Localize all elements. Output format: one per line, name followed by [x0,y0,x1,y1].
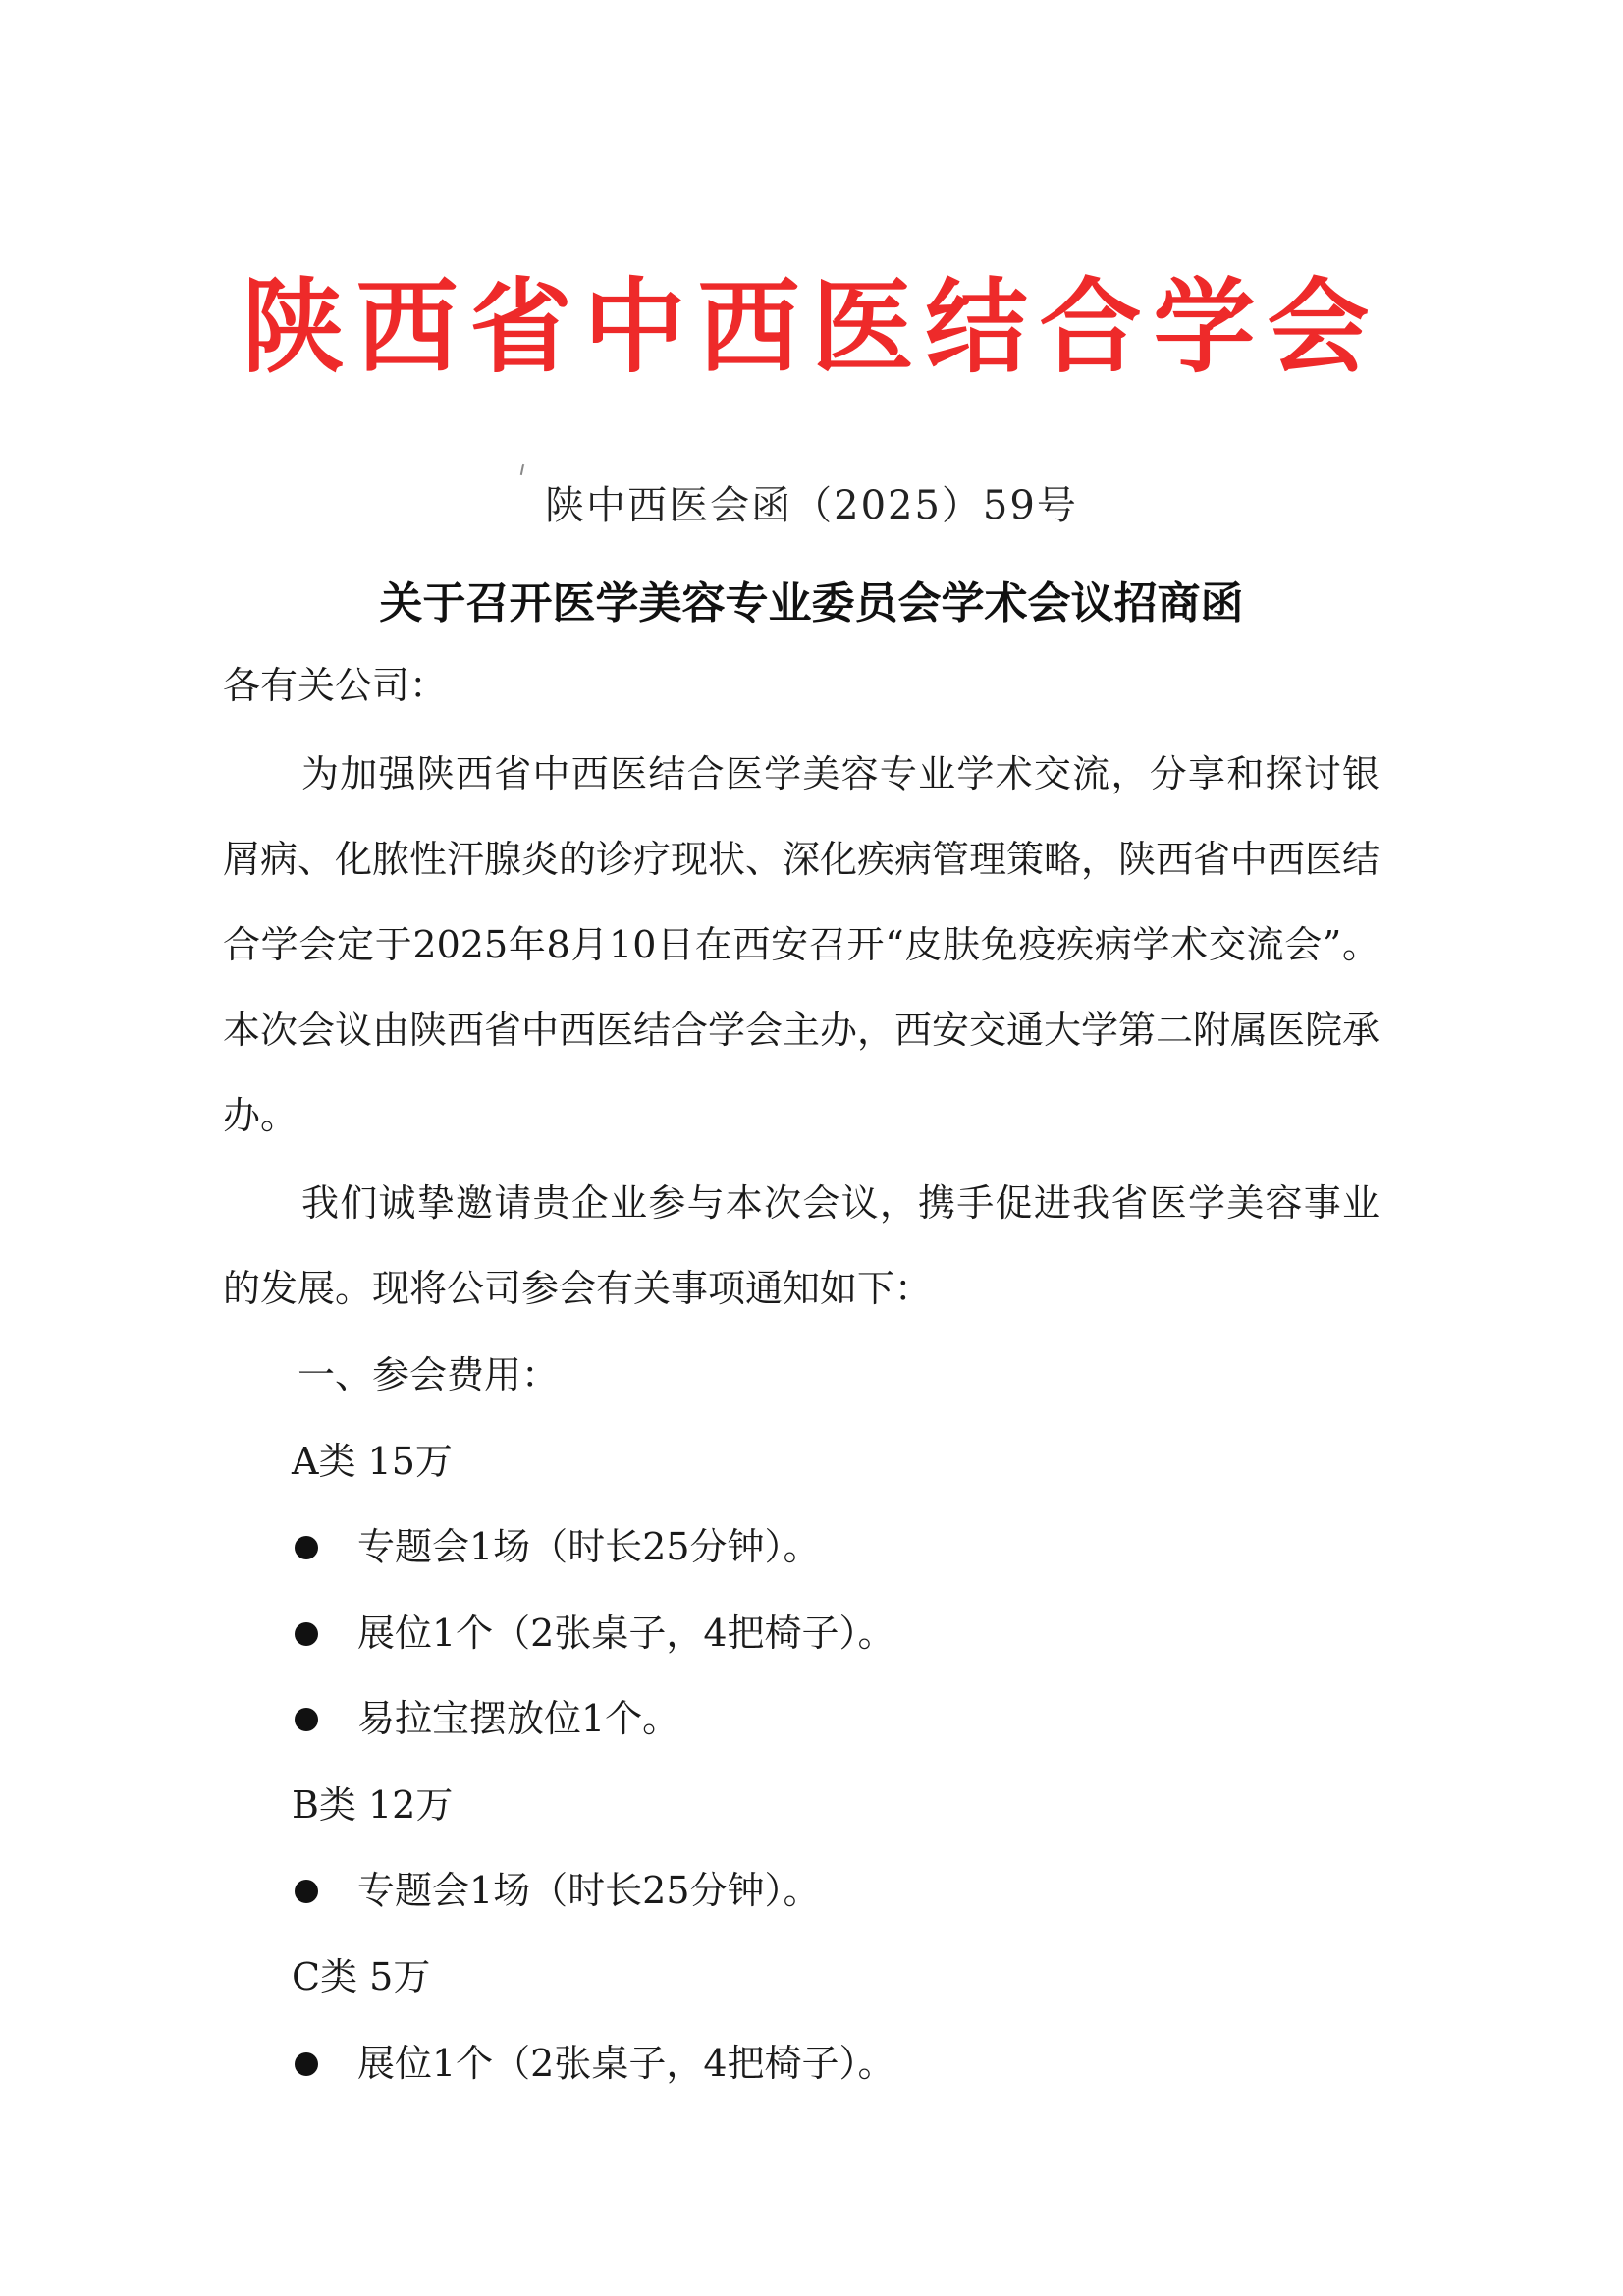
list-item-text: 专题会1场（时长25分钟）。 [357,1525,821,1568]
bullet-icon [295,1622,318,1646]
list-item-text: 易拉宝摆放位1个。 [357,1697,680,1740]
list-item [295,1863,821,1918]
organization-letterhead: 陕西省中西医结合学会 [242,266,1381,387]
bullet-icon [295,1708,318,1731]
body-paragraph: 为加强陕西省中西医结合医学美容专业学术交流，分享和探讨银屑病、化脓性汗腺炎的诊疗现状、深化疾病管理策略，陕西省中西医结合学会定于2025年8月10日在西安召开“皮肤免疫疾病学术交流会”。本次会议由陕西省中西医结合学会主办，西安交通大学第二附属医院承办。 [223,752,1380,1137]
list-item-text: 专题会1场（时长25分钟）。 [357,1869,821,1912]
tier-label: B类 12万 [292,1783,454,1827]
bullet-icon [295,1536,318,1559]
tier-label: A类 15万 [292,1440,453,1483]
list-item [295,1606,895,1661]
list-item-text: 展位1个（2张桌子，4把椅子）。 [357,1612,895,1655]
list-item-text: 展位1个（2张桌子，4把椅子）。 [357,2042,895,2085]
section-heading: 一、参会费用： [298,1353,560,1396]
tier-label: C类 5万 [292,1955,431,1998]
document-title: 关于召开医学美容专业委员会学术会议招商函 [379,578,1244,629]
scan-mark [520,464,524,475]
list-item [295,1691,679,1746]
list-item [295,2036,895,2091]
body-paragraph: 我们诚挚邀请贵企业参与本次会议，携手促进我省医学美容事业的发展。现将公司参会有关事项通知如下： [223,1181,1380,1310]
document-number: 陕中西医会函（2025）59号 [545,483,1078,528]
bullet-icon [295,2052,318,2076]
salutation: 各有关公司： [223,664,448,707]
bullet-icon [295,1880,318,1903]
list-item [295,1519,821,1574]
